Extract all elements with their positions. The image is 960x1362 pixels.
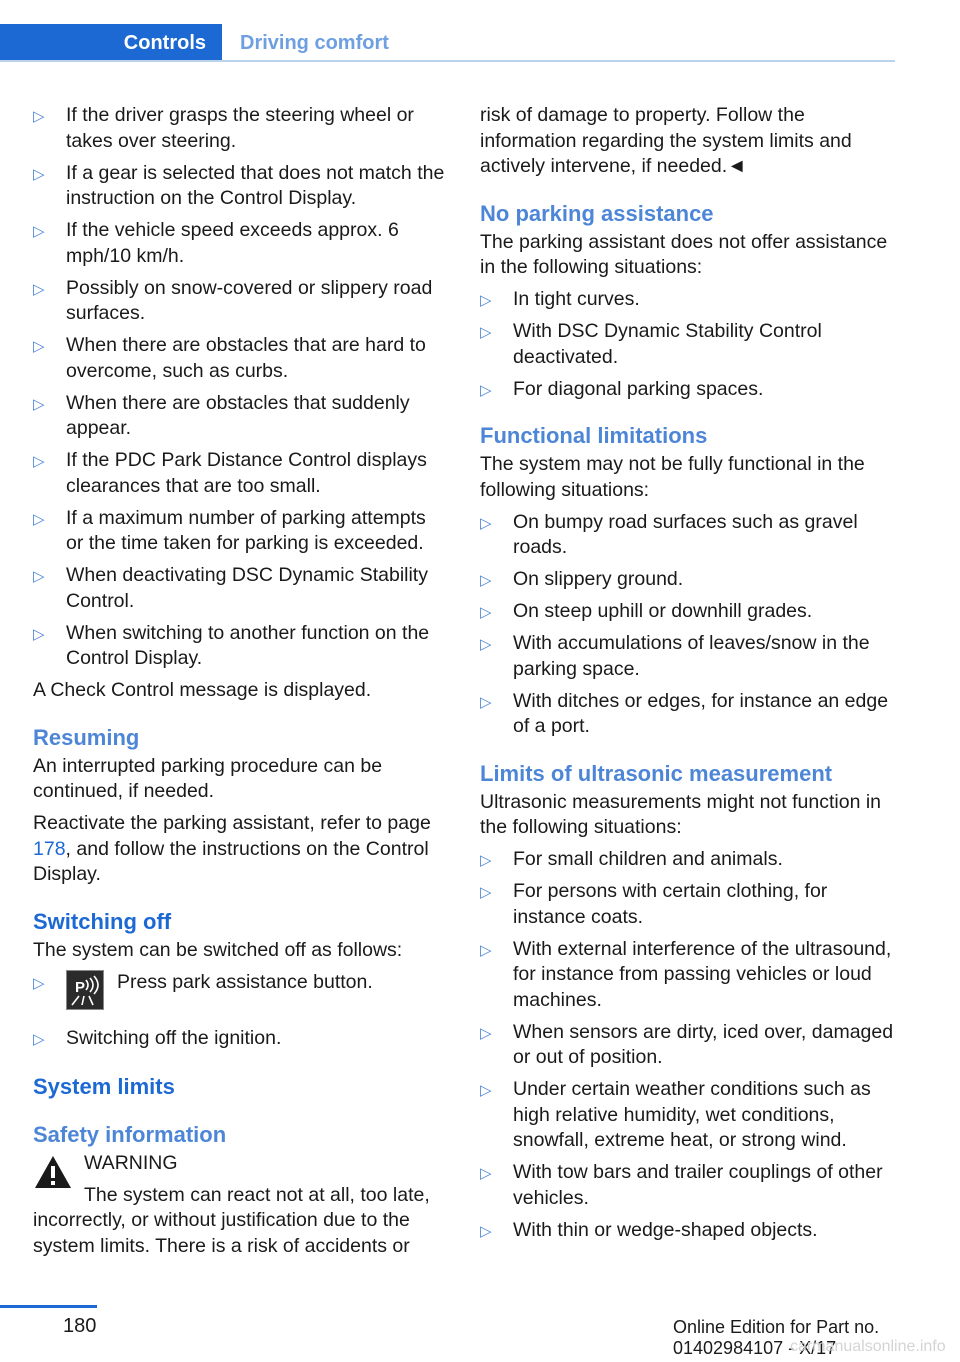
ultrasonic-list bbox=[480, 847, 900, 1243]
bullet-triangle-icon: ▷ bbox=[33, 223, 45, 240]
list-item: ▷ On bumpy road surfaces such as gravel roads. bbox=[480, 510, 858, 558]
list-item: ▷ For diagonal parking spaces. bbox=[480, 377, 900, 403]
bullet-triangle-icon: ▷ bbox=[33, 165, 45, 183]
header-rule bbox=[0, 60, 895, 62]
list-item: ▷ In tight curves. bbox=[480, 287, 900, 313]
list-item: ▷ With external interference of the ultrasound, for instance from passing vehicles or loud machines. bbox=[480, 937, 892, 1011]
park-assist-button-icon bbox=[66, 970, 104, 1010]
list-item: ▷ Switching off the ignition. bbox=[33, 1026, 448, 1052]
interrupt-list bbox=[33, 103, 448, 672]
safety-heading: Safety information bbox=[33, 1122, 227, 1147]
right-column bbox=[480, 103, 900, 1250]
bullet-triangle-icon: ▷ bbox=[480, 1165, 492, 1182]
resuming-text: An interrupted parking procedure can be continued, if needed. bbox=[33, 754, 383, 802]
bullet-triangle-icon: ▷ bbox=[33, 108, 45, 125]
list-item: ▷ If a gear is selected that does not match the instruction on the Control Display. bbox=[33, 161, 445, 209]
list-item: ▷ When there are obstacles that suddenly appear. bbox=[33, 391, 410, 439]
reactivate-text: Reactivate the parking assistant, refer to page 178, and follow the instructions on the Control Display. bbox=[33, 812, 431, 885]
list-item: ▷ For small children and animals. bbox=[480, 847, 900, 873]
no-parking-heading: No parking assistance bbox=[480, 200, 714, 226]
bullet-triangle-icon: ▷ bbox=[480, 604, 492, 621]
bullet-triangle-icon: ▷ bbox=[480, 941, 492, 959]
bullet-triangle-icon: ▷ bbox=[33, 625, 45, 643]
tab-driving-comfort[interactable]: Driving comfort bbox=[240, 32, 389, 54]
tab-controls[interactable]: Controls bbox=[0, 24, 222, 62]
bullet-triangle-icon: ▷ bbox=[480, 852, 492, 869]
list-item: ▷ When there are obstacles that are hard to overcome, such as curbs. bbox=[33, 334, 426, 382]
no-parking-list bbox=[480, 287, 900, 402]
list-item: ▷ For persons with certain clothing, for instance coats. bbox=[480, 880, 828, 928]
switch-off-list bbox=[33, 1026, 448, 1052]
bullet-triangle-icon: ▷ bbox=[480, 381, 492, 399]
list-item: ▷ If the vehicle speed exceeds approx. 6 mph/10 km/h. bbox=[33, 219, 399, 267]
ultrasonic-text: Ultrasonic measurements might not function in the following situations: bbox=[480, 790, 882, 838]
page-link[interactable]: 178 bbox=[33, 837, 66, 860]
bullet-triangle-icon: ▷ bbox=[480, 693, 492, 711]
edition-text: Online Edition for Part no. 01402984107 - X/17 bbox=[673, 1317, 880, 1358]
bullet-triangle-icon: ▷ bbox=[33, 338, 45, 355]
left-column bbox=[33, 103, 448, 1266]
list-item: ▷ Under certain weather conditions such as high relative humidity, wet conditions, snowfall, extreme heat, or strong wind. bbox=[480, 1078, 871, 1151]
bullet-triangle-icon: ▷ bbox=[480, 636, 492, 653]
list-item: ▷ With ditches or edges, for instance an edge of a port. bbox=[480, 689, 889, 737]
bullet-triangle-icon: ▷ bbox=[33, 395, 45, 413]
header-bar bbox=[0, 0, 895, 62]
list-item bbox=[33, 970, 448, 1014]
list-item: ▷ With thin or wedge-shaped objects. bbox=[480, 1218, 900, 1244]
list-item: ▷ When switching to another function on the Control Display. bbox=[33, 621, 430, 669]
list-item: ▷ With DSC Dynamic Stability Control deactivated. bbox=[480, 320, 822, 368]
list-item: ▷ With accumulations of leaves/snow in the parking space. bbox=[480, 632, 870, 680]
bullet-triangle-icon: ▷ bbox=[480, 1024, 492, 1042]
bullet-triangle-icon: ▷ bbox=[33, 510, 45, 528]
press-button-text: Press park assistance button. bbox=[117, 970, 373, 993]
list-item: ▷ On slippery ground. bbox=[480, 567, 900, 593]
list-item: ▷ When sensors are dirty, iced over, damaged or out of position. bbox=[480, 1020, 894, 1068]
functional-text: The system may not be fully functional in the following situations: bbox=[480, 453, 865, 501]
list-item: ▷ On steep uphill or downhill grades. bbox=[480, 599, 900, 625]
bullet-triangle-icon: ▷ bbox=[480, 1222, 492, 1240]
bullet-triangle-icon: ▷ bbox=[33, 1030, 45, 1048]
resuming-heading: Resuming bbox=[33, 724, 140, 750]
list-item: ▷ If a maximum number of parking attempts or the time taken for parking is exceeded. bbox=[33, 506, 426, 554]
bullet-triangle-icon: ▷ bbox=[33, 974, 45, 992]
bullet-triangle-icon: ▷ bbox=[33, 280, 45, 298]
ultrasonic-heading: Limits of ultrasonic measurement bbox=[480, 760, 833, 786]
list-item: ▷ Possibly on snow-covered or slippery road surfaces. bbox=[33, 276, 433, 324]
watermark: carmanualsonline.info bbox=[790, 1338, 946, 1355]
bullet-triangle-icon: ▷ bbox=[480, 324, 492, 341]
list-item: ▷ When deactivating DSC Dynamic Stability Control. bbox=[33, 564, 428, 612]
bullet-triangle-icon: ▷ bbox=[480, 292, 492, 309]
footer-rule bbox=[0, 1305, 97, 1308]
bullet-triangle-icon: ▷ bbox=[33, 453, 45, 470]
warning-title: WARNING bbox=[84, 1152, 178, 1174]
bullet-triangle-icon: ▷ bbox=[33, 568, 45, 585]
warning-block bbox=[33, 1151, 448, 1177]
switching-off-heading: Switching off bbox=[33, 908, 172, 934]
svg-text:P: P bbox=[75, 978, 86, 996]
bullet-triangle-icon: ▷ bbox=[480, 1082, 492, 1099]
warning-continuation: risk of damage to property. Follow the information regarding the system limits and actively intervene, if needed.◄ bbox=[480, 104, 852, 177]
functional-heading: Functional limitations bbox=[480, 423, 708, 448]
warning-text: The system can react not at all, too late, incorrectly, or without justification due to the system limits. There is a risk of accidents or bbox=[33, 1183, 430, 1257]
list-item: ▷ If the driver grasps the steering wheel or takes over steering. bbox=[33, 104, 414, 152]
list-item: ▷ If the PDC Park Distance Control displays clearances that are too small. bbox=[33, 449, 427, 497]
bullet-triangle-icon: ▷ bbox=[480, 572, 492, 589]
bullet-triangle-icon: ▷ bbox=[480, 884, 492, 901]
check-control-text: A Check Control message is displayed. bbox=[33, 679, 372, 701]
warning-triangle-icon bbox=[33, 1154, 73, 1190]
bullet-triangle-icon: ▷ bbox=[480, 514, 492, 532]
switching-off-text: The system can be switched off as follows: bbox=[33, 938, 403, 961]
page-number: 180 bbox=[63, 1315, 97, 1337]
list-item: ▷ With tow bars and trailer couplings of other vehicles. bbox=[480, 1161, 883, 1209]
functional-list bbox=[480, 510, 900, 740]
system-limits-heading: System limits bbox=[33, 1074, 175, 1099]
no-parking-text: The parking assistant does not offer assistance in the following situations: bbox=[480, 230, 888, 278]
